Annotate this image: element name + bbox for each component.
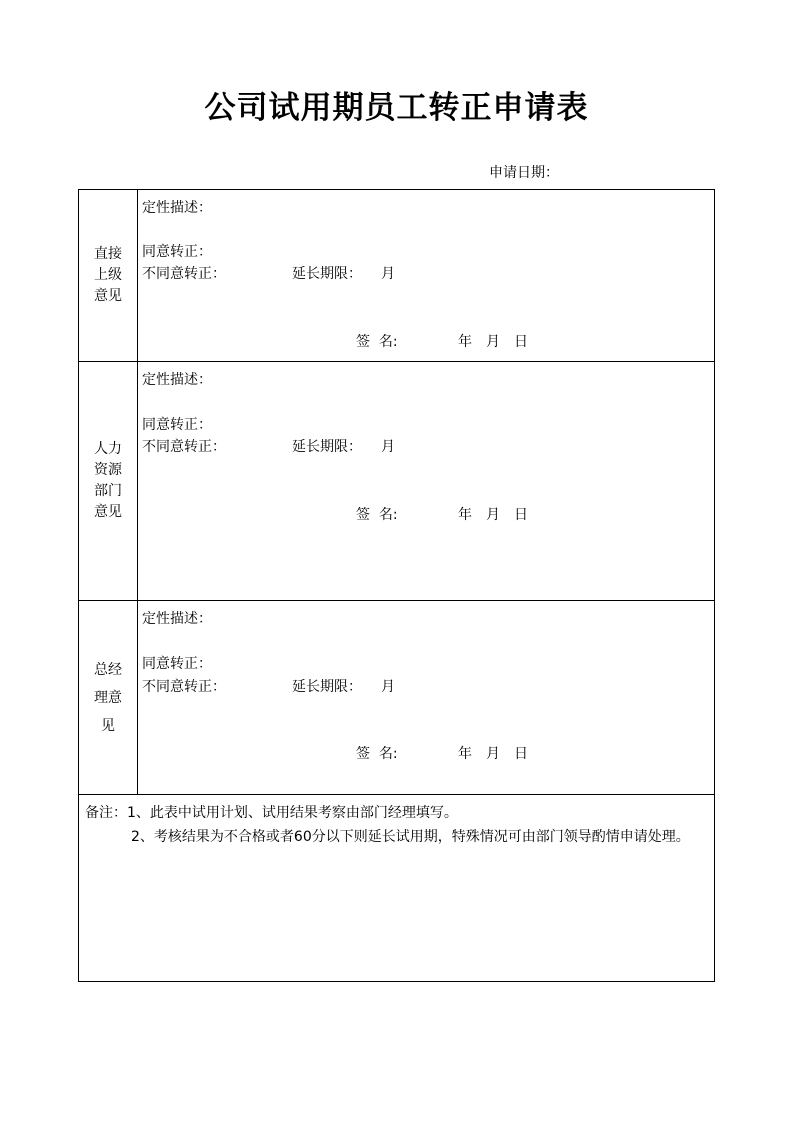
section-label: 人力资源部门意见: [94, 441, 122, 520]
note-line-2: 2、考核结果为不合格或者60分以下则延长试用期，特殊情况可由部门领导酌情申请处理。: [131, 829, 690, 845]
date-day: 日: [514, 334, 528, 350]
date-month: 月: [486, 334, 500, 350]
section-content: [138, 190, 714, 361]
month-unit: 月: [381, 266, 395, 282]
date-day: 日: [514, 746, 528, 762]
month-unit: 月: [381, 679, 395, 695]
qualitative-description-label: 定性描述：: [142, 611, 212, 627]
section-label: 总经理意见: [94, 661, 122, 734]
section-label-cell: [79, 190, 138, 361]
agree-conversion-label: 同意转正：: [142, 244, 212, 260]
qualitative-description-label: 定性描述：: [142, 200, 212, 216]
section-content: [138, 601, 714, 794]
extension-period-label: 延长期限：: [292, 679, 362, 695]
section-label-cell: [79, 362, 138, 600]
signature-label: 签 名:: [356, 507, 398, 523]
disagree-conversion-label: 不同意转正：: [142, 679, 226, 695]
qualitative-description-label: 定性描述：: [142, 372, 212, 388]
extension-period-label: 延长期限：: [292, 439, 362, 455]
date-month: 月: [486, 746, 500, 762]
section-direct-supervisor: [79, 190, 714, 362]
section-label: 直接上级意见: [94, 246, 122, 304]
disagree-conversion-label: 不同意转正：: [142, 439, 226, 455]
disagree-conversion-label: 不同意转正：: [142, 266, 226, 282]
date-year: 年: [458, 746, 472, 762]
section-hr-department: [79, 362, 714, 601]
section-general-manager: [79, 601, 714, 795]
signature-label: 签 名:: [356, 746, 398, 762]
month-unit: 月: [381, 439, 395, 455]
notes-content: [79, 795, 714, 981]
page-title: 公司试用期员工转正申请表: [204, 90, 589, 126]
section-label-cell: [79, 601, 138, 794]
date-day: 日: [514, 507, 528, 523]
section-content: [138, 362, 714, 600]
extension-period-label: 延长期限：: [292, 266, 362, 282]
date-month: 月: [486, 507, 500, 523]
date-year: 年: [458, 507, 472, 523]
apply-date-label: 申请日期：: [489, 165, 559, 181]
agree-conversion-label: 同意转正：: [142, 417, 212, 433]
signature-label: 签 名:: [356, 334, 398, 350]
date-year: 年: [458, 334, 472, 350]
notes-section: [79, 795, 714, 981]
application-form: [78, 189, 715, 982]
agree-conversion-label: 同意转正：: [142, 656, 212, 672]
note-line-1: 备注：1、此表中试用计划、试用结果考察由部门经理填写。: [85, 805, 458, 821]
